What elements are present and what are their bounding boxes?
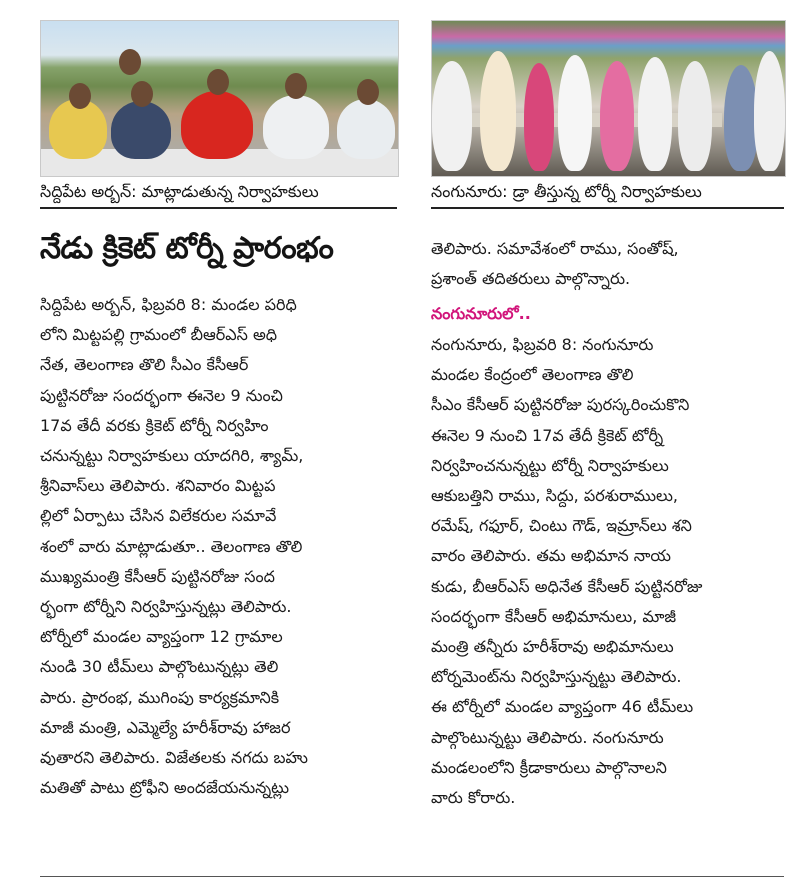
person-figure	[432, 61, 472, 171]
text-line: సందర్భంగా కేసీఆర్ అభిమానులు, మాజీ	[431, 606, 677, 626]
text-line: ఆకుబత్తిని రాము, సిద్దు, పరశురాములు,	[431, 486, 678, 506]
press-meet-photo	[40, 20, 399, 177]
text-line: ఈనెల 9 నుంచి 17వ తేదీ క్రికెట్ టోర్నీ	[431, 425, 664, 445]
text-line: శంలో వారు మాట్లాడుతూ.. తెలంగాణ తొలి	[40, 536, 303, 556]
person-figure	[181, 91, 253, 159]
text-line: లోని మిట్టపల్లి గ్రామంలో బీఆర్ఎస్ అధి	[40, 325, 278, 345]
text-line: మండల కేంద్రంలో తెలంగాణ తొలి	[431, 365, 634, 385]
right-continuation-text	[431, 234, 784, 294]
text-line: కుడు, బీఆర్ఎస్ అధినేత కేసీఆర్ పుట్టినరోజు	[431, 576, 703, 596]
text-line: చనున్నట్టు నిర్వాహకులు యాదగిరి, శ్యామ్,	[40, 446, 304, 466]
text-line: ఈ టోర్నీలో మండల వ్యాప్తంగా 46 టీమ్‌లు	[431, 697, 694, 717]
text-line: పారు. ప్రారంభ, ముగింపు కార్యక్రమానికి	[40, 687, 280, 707]
person-head	[69, 83, 91, 109]
text-line: వుతారని తెలిపారు. విజేతలకు నగదు బహు	[40, 748, 308, 768]
person-figure	[111, 101, 171, 159]
text-line: ర్భంగా టోర్నీని నిర్వహిస్తున్నట్లు తెలిపారు.	[40, 597, 292, 617]
person-head	[357, 79, 379, 105]
text-line: నిర్వహించనున్నట్టు టోర్నీ నిర్వాహకులు	[431, 455, 669, 475]
person-figure	[337, 99, 395, 159]
draw-event-photo	[431, 20, 786, 177]
person-figure	[754, 51, 785, 171]
text-line: శ్రీనివాస్‌లు తెలిపారు. శనివారం మిట్టప	[40, 476, 276, 496]
text-line: పాల్గొంటున్నట్టు తెలిపారు. నంగునూరు	[431, 727, 664, 747]
text-line: నంగునూరు, ఫిబ్రవరి 8: నంగునూరు	[431, 335, 654, 354]
text-line: మంత్రి తన్నీరు హరీశ్‌రావు అభిమానులు	[431, 637, 674, 657]
person-figure	[524, 63, 554, 171]
text-line: వారం తెలిపారు. తమ అభిమాన నాయ	[431, 546, 672, 566]
person-figure	[724, 65, 758, 171]
text-line: ల్లిలో ఏర్పాటు చేసిన విలేకరుల సమావే	[40, 506, 277, 526]
person-figure	[480, 51, 516, 171]
text-line: ముఖ్యమంత్రి కేసీఆర్ పుట్టినరోజు సంద	[40, 566, 275, 586]
text-line: సీఎం కేసీఆర్ పుట్టినరోజు పురస్కరించుకొని	[431, 395, 690, 415]
text-line: నేత, తెలంగాణ తొలి సీఎం కేసీఆర్	[40, 355, 249, 375]
text-line: మాజీ మంత్రి, ఎమ్మెల్యే హరీశ్‌రావు హాజర	[40, 717, 291, 737]
text-line: తెలిపారు. సమావేశంలో రాము, సంతోష్,	[431, 239, 679, 258]
person-figure	[638, 57, 672, 171]
person-figure	[558, 55, 592, 171]
text-line: రమేష్, గఫూర్, చింటు గౌడ్, ఇమ్రాన్‌లు శని	[431, 516, 692, 536]
text-line: టోర్నీలో మండల వ్యాప్తంగా 12 గ్రామాల	[40, 627, 283, 647]
article-headline: నేడు క్రికెట్ టోర్నీ ప్రారంభం	[40, 231, 334, 266]
left-article-body	[40, 290, 397, 803]
section-subhead: నంగునూరులో..	[431, 304, 531, 323]
bottom-divider	[40, 876, 784, 877]
text-line: మతితో పాటు ట్రోఫీని అందజేయనున్నట్లు	[40, 778, 290, 798]
person-head	[207, 69, 229, 95]
right-photo-caption: నంగునూరు: డ్రా తీస్తున్న టోర్నీ నిర్వాహకులు	[431, 181, 784, 209]
text-line: మండలంలోని క్రీడాకారులు పాల్గొనాలని	[431, 757, 667, 777]
text-line: నుండి 30 టీమ్‌లు పాల్గొంటున్నట్లు తెలి	[40, 657, 279, 677]
person-head	[131, 81, 153, 107]
person-head	[119, 49, 141, 75]
text-line: వారు కోరారు.	[431, 788, 516, 808]
person-figure	[678, 61, 712, 171]
text-line: ప్రశాంత్ తదితరులు పాల్గొన్నారు.	[431, 269, 631, 289]
right-article-body	[431, 330, 784, 813]
text-line: 17వ తేదీ వరకు క్రికెట్ టోర్నీ నిర్వహిం	[40, 415, 269, 435]
text-line: పుట్టినరోజు సందర్భంగా ఈనెల 9 నుంచి	[40, 385, 283, 405]
left-photo-caption: సిద్దిపేట అర్బన్: మాట్లాడుతున్న నిర్వాహకులు	[40, 181, 397, 209]
text-line: టోర్నమెంట్‌ను నిర్వహిస్తున్నట్టు తెలిపారు.	[431, 667, 682, 687]
person-figure	[600, 61, 634, 171]
person-figure	[263, 95, 329, 159]
text-line: సిద్దిపేట అర్బన్, ఫిబ్రవరి 8: మండల పరిధి	[40, 295, 297, 314]
person-head	[285, 73, 307, 99]
